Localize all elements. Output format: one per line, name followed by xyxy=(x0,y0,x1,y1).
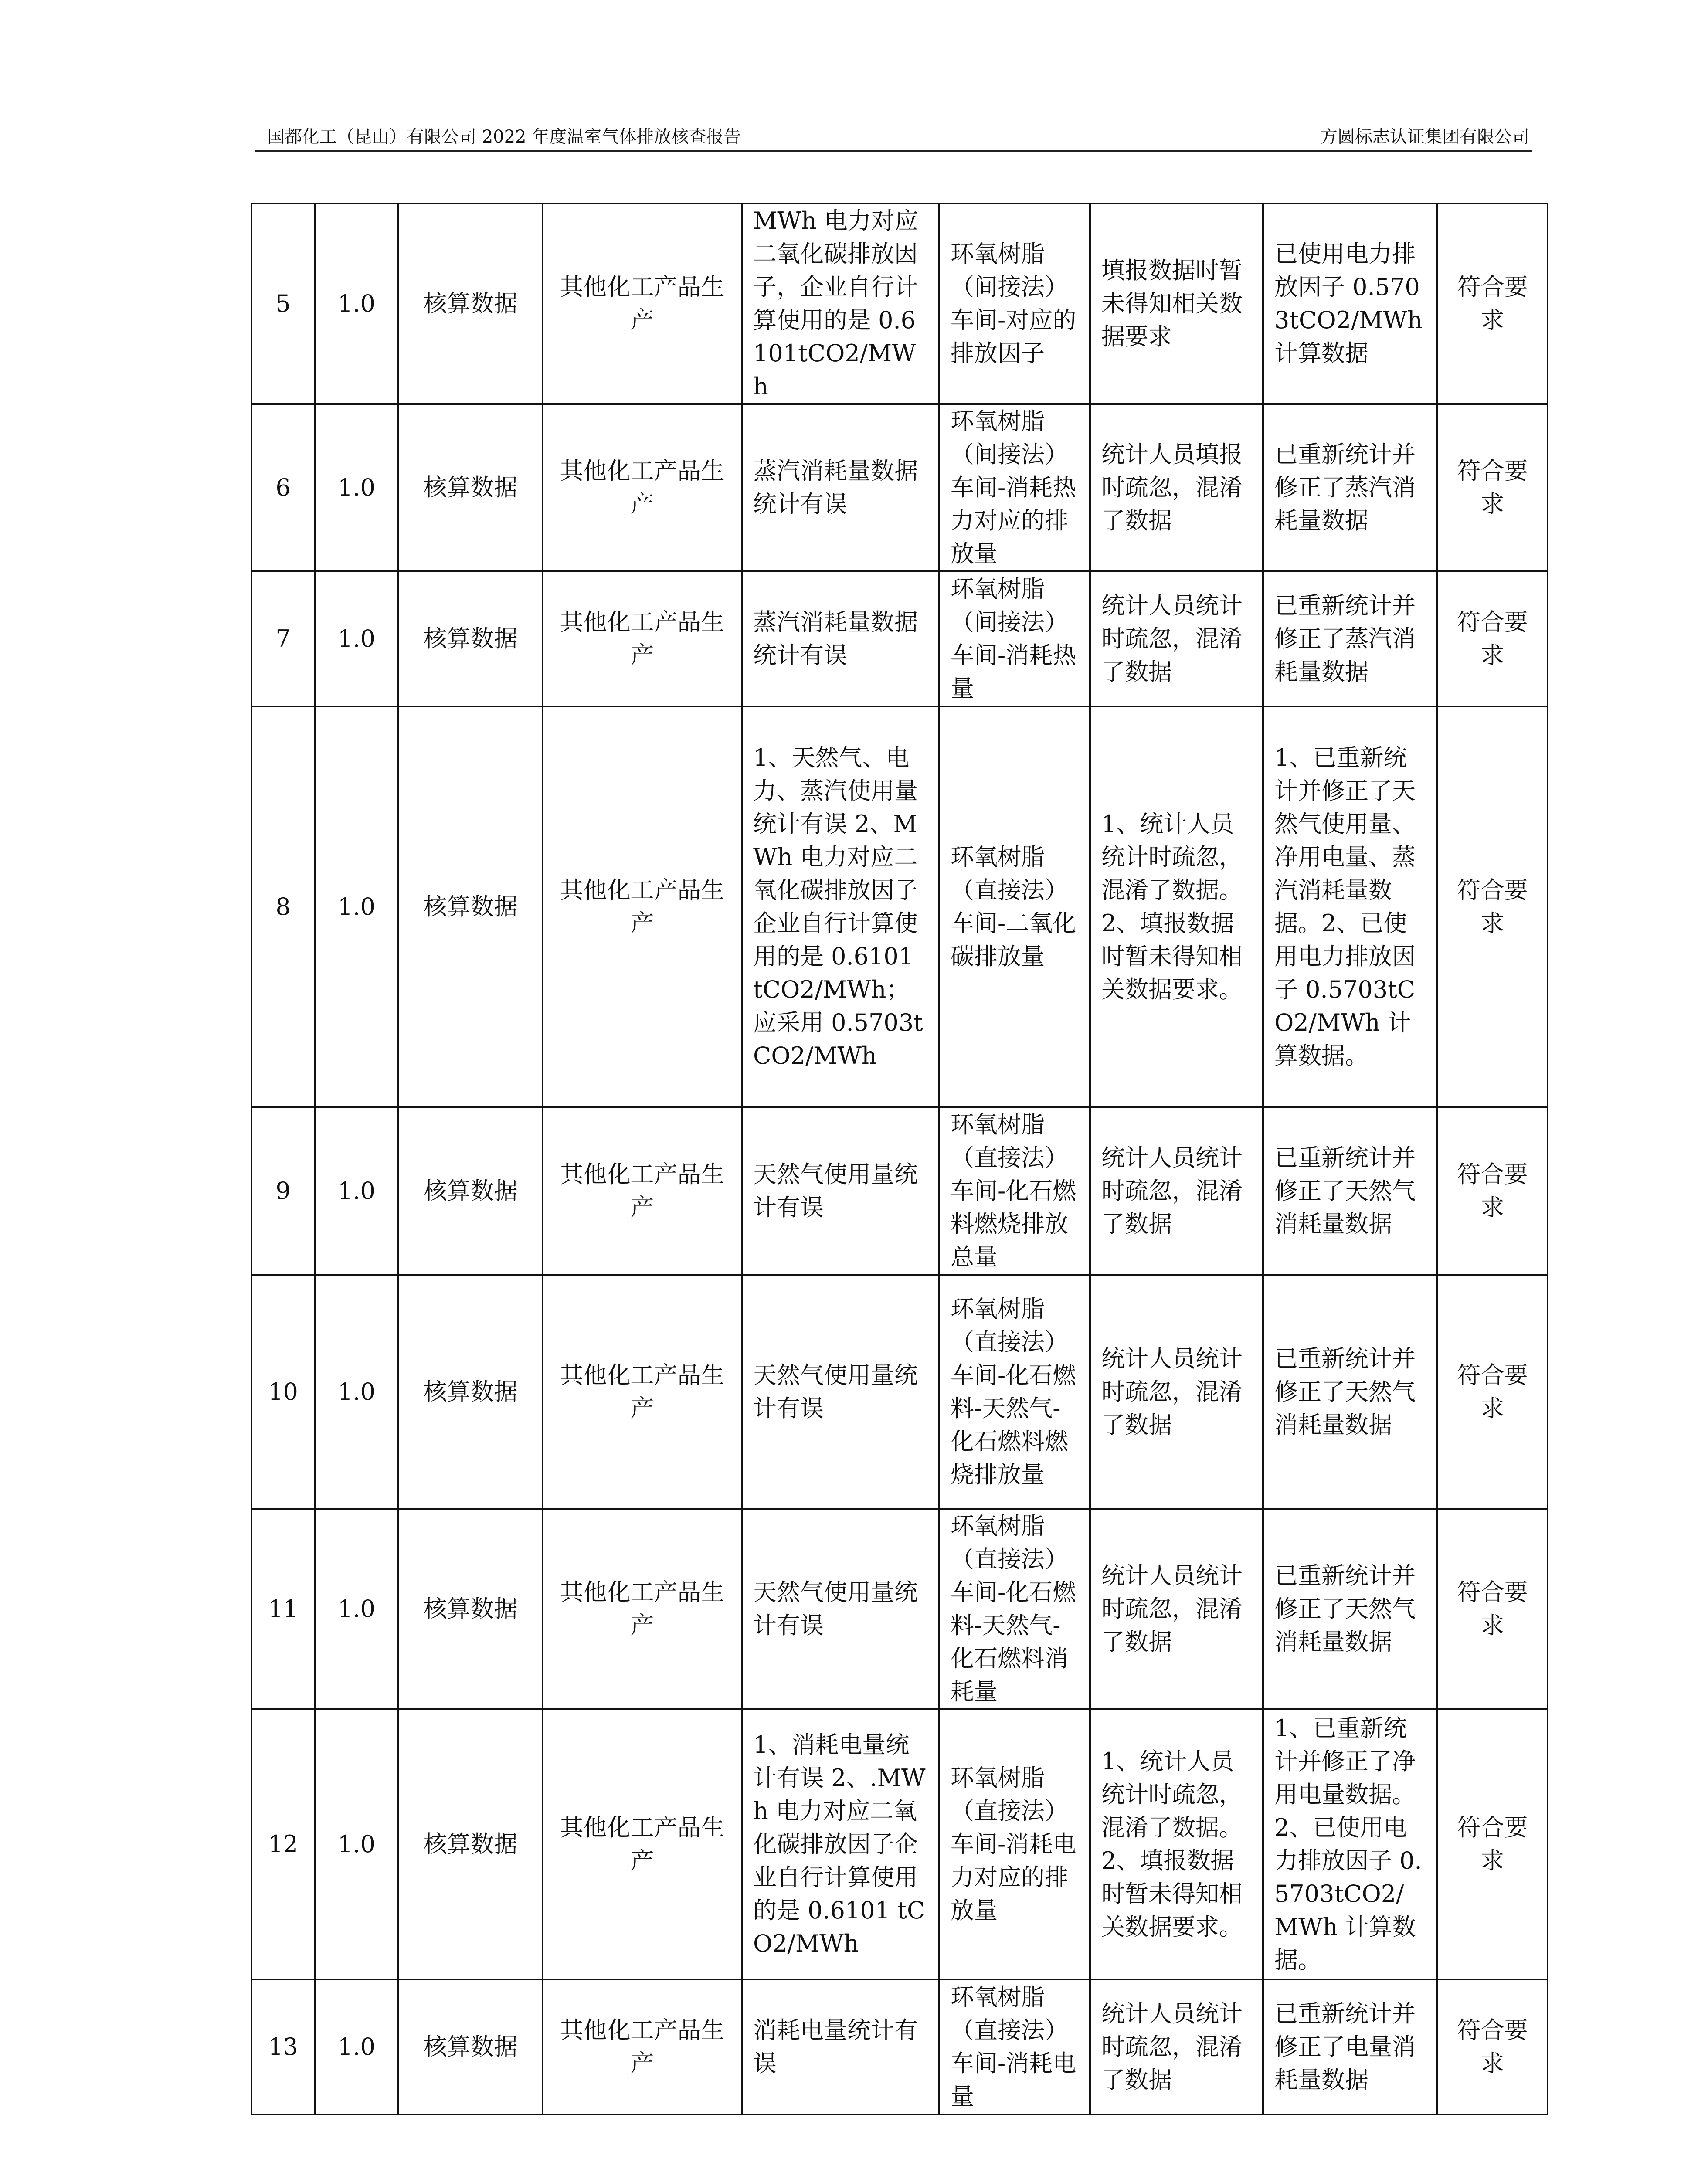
row-version: 1.0 xyxy=(315,1107,398,1275)
row-reason: 统计人员统计时疏忽，混淆了数据 xyxy=(1090,1509,1263,1709)
row-issue: 消耗电量统计有误 xyxy=(742,1979,939,2115)
row-data-type: 核算数据 xyxy=(398,204,543,404)
row-process: 其他化工产品生产 xyxy=(543,571,742,706)
row-data-type: 核算数据 xyxy=(398,571,543,706)
row-reason: 统计人员统计时疏忽，混淆了数据 xyxy=(1090,571,1263,706)
row-issue: 1、消耗电量统计有误 2、.MWh 电力对应二氧化碳排放因子企业自行计算使用的是 0.6101 tCO2/MWh xyxy=(742,1709,939,1979)
row-fix: 1、已重新统计并修正了天然气使用量、净用电量、蒸汽消耗量数据。2、已使用电力排放因子 0.5703tCO2/MWh 计算数据。 xyxy=(1263,706,1437,1107)
row-reason: 填报数据时暂未得知相关数据要求 xyxy=(1090,204,1263,404)
row-source: 环氧树脂（间接法）车间-对应的排放因子 xyxy=(939,204,1090,404)
row-fix: 已重新统计并修正了天然气消耗量数据 xyxy=(1263,1107,1437,1275)
row-source: 环氧树脂（间接法）车间-消耗热力对应的排放量 xyxy=(939,404,1090,571)
row-result: 符合要求 xyxy=(1437,1275,1548,1509)
row-issue: 蒸汽消耗量数据统计有误 xyxy=(742,404,939,571)
row-index: 12 xyxy=(251,1709,315,1979)
row-process: 其他化工产品生产 xyxy=(543,404,742,571)
page-header xyxy=(255,119,1532,152)
row-data-type: 核算数据 xyxy=(398,1509,543,1709)
row-version: 1.0 xyxy=(315,571,398,706)
row-reason: 统计人员统计时疏忽，混淆了数据 xyxy=(1090,1107,1263,1275)
row-result: 符合要求 xyxy=(1437,1107,1548,1275)
row-reason: 1、统计人员统计时疏忽，混淆了数据。2、填报数据时暂未得知相关数据要求。 xyxy=(1090,706,1263,1107)
row-process: 其他化工产品生产 xyxy=(543,1979,742,2115)
row-version: 1.0 xyxy=(315,1509,398,1709)
row-process: 其他化工产品生产 xyxy=(543,706,742,1107)
row-result: 符合要求 xyxy=(1437,1979,1548,2115)
table-row xyxy=(251,1107,1548,1275)
row-reason: 统计人员统计时疏忽，混淆了数据 xyxy=(1090,1979,1263,2115)
row-process: 其他化工产品生产 xyxy=(543,1275,742,1509)
row-result: 符合要求 xyxy=(1437,706,1548,1107)
table-row xyxy=(251,1275,1548,1509)
row-data-type: 核算数据 xyxy=(398,404,543,571)
row-version: 1.0 xyxy=(315,706,398,1107)
row-reason: 1、统计人员统计时疏忽，混淆了数据。2、填报数据时暂未得知相关数据要求。 xyxy=(1090,1709,1263,1979)
table-row xyxy=(251,1979,1548,2115)
row-issue: 天然气使用量统计有误 xyxy=(742,1107,939,1275)
row-issue: 蒸汽消耗量数据统计有误 xyxy=(742,571,939,706)
row-data-type: 核算数据 xyxy=(398,706,543,1107)
row-version: 1.0 xyxy=(315,1275,398,1509)
row-index: 7 xyxy=(251,571,315,706)
row-issue: 天然气使用量统计有误 xyxy=(742,1275,939,1509)
row-version: 1.0 xyxy=(315,1979,398,2115)
row-source: 环氧树脂（直接法）车间-消耗电力对应的排放量 xyxy=(939,1709,1090,1979)
row-result: 符合要求 xyxy=(1437,204,1548,404)
row-result: 符合要求 xyxy=(1437,1709,1548,1979)
row-index: 5 xyxy=(251,204,315,404)
row-index: 6 xyxy=(251,404,315,571)
row-process: 其他化工产品生产 xyxy=(543,204,742,404)
row-data-type: 核算数据 xyxy=(398,1107,543,1275)
row-source: 环氧树脂（间接法）车间-消耗热量 xyxy=(939,571,1090,706)
row-result: 符合要求 xyxy=(1437,571,1548,706)
row-fix: 已重新统计并修正了蒸汽消耗量数据 xyxy=(1263,404,1437,571)
row-fix: 已重新统计并修正了蒸汽消耗量数据 xyxy=(1263,571,1437,706)
row-source: 环氧树脂（直接法）车间-化石燃料-天然气-化石燃料燃烧排放量 xyxy=(939,1275,1090,1509)
row-source: 环氧树脂（直接法）车间-消耗电量 xyxy=(939,1979,1090,2115)
row-source: 环氧树脂（直接法）车间-二氧化碳排放量 xyxy=(939,706,1090,1107)
row-fix: 已重新统计并修正了天然气消耗量数据 xyxy=(1263,1275,1437,1509)
verification-table xyxy=(251,203,1548,2115)
row-version: 1.0 xyxy=(315,1709,398,1979)
table-row xyxy=(251,1709,1548,1979)
row-source: 环氧树脂（直接法）车间-化石燃料燃烧排放总量 xyxy=(939,1107,1090,1275)
row-fix: 1、已重新统计并修正了净用电量数据。2、已使用电力排放因子 0.5703tCO2/MWh 计算数据。 xyxy=(1263,1709,1437,1979)
row-process: 其他化工产品生产 xyxy=(543,1107,742,1275)
row-data-type: 核算数据 xyxy=(398,1709,543,1979)
table-row xyxy=(251,706,1548,1107)
row-index: 8 xyxy=(251,706,315,1107)
row-fix: 已使用电力排放因子 0.5703tCO2/MWh 计算数据 xyxy=(1263,204,1437,404)
table-row xyxy=(251,1509,1548,1709)
row-data-type: 核算数据 xyxy=(398,1275,543,1509)
company-name: 方圆标志认证集团有限公司 xyxy=(1320,127,1529,147)
row-issue: 1、天然气、电力、蒸汽使用量统计有误 2、MWh 电力对应二氧化碳排放因子企业自行计算使用的是 0.6101 tCO2/MWh；应采用 0.5703tCO2/MWh xyxy=(742,706,939,1107)
row-source: 环氧树脂（直接法）车间-化石燃料-天然气-化石燃料消耗量 xyxy=(939,1509,1090,1709)
row-process: 其他化工产品生产 xyxy=(543,1509,742,1709)
row-data-type: 核算数据 xyxy=(398,1979,543,2115)
row-issue: MWh 电力对应二氧化碳排放因子，企业自行计算使用的是 0.6101tCO2/MWh xyxy=(742,204,939,404)
row-index: 10 xyxy=(251,1275,315,1509)
table-row xyxy=(251,204,1548,404)
report-title: 国都化工（昆山）有限公司 2022 年度温室气体排放核查报告 xyxy=(267,127,741,147)
row-fix: 已重新统计并修正了电量消耗量数据 xyxy=(1263,1979,1437,2115)
row-fix: 已重新统计并修正了天然气消耗量数据 xyxy=(1263,1509,1437,1709)
table-row xyxy=(251,571,1548,706)
row-result: 符合要求 xyxy=(1437,404,1548,571)
row-reason: 统计人员统计时疏忽，混淆了数据 xyxy=(1090,1275,1263,1509)
row-reason: 统计人员填报时疏忽，混淆了数据 xyxy=(1090,404,1263,571)
row-index: 11 xyxy=(251,1509,315,1709)
table-row xyxy=(251,404,1548,571)
row-issue: 天然气使用量统计有误 xyxy=(742,1509,939,1709)
row-result: 符合要求 xyxy=(1437,1509,1548,1709)
row-process: 其他化工产品生产 xyxy=(543,1709,742,1979)
row-version: 1.0 xyxy=(315,404,398,571)
row-index: 9 xyxy=(251,1107,315,1275)
row-index: 13 xyxy=(251,1979,315,2115)
row-version: 1.0 xyxy=(315,204,398,404)
